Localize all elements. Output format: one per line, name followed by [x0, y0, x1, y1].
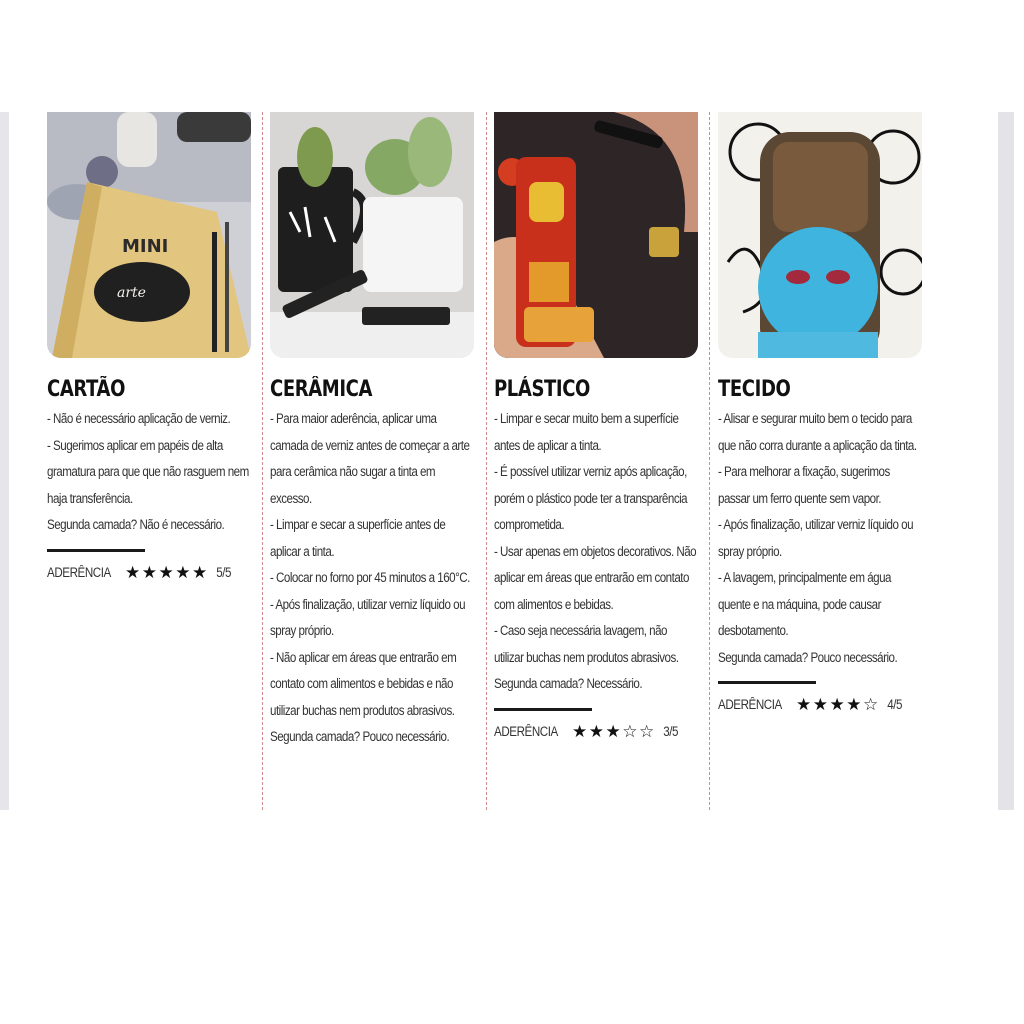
column-separator	[262, 112, 263, 810]
page-frame	[0, 112, 1024, 810]
column-title: CARTÃO	[47, 377, 126, 402]
star-filled-icon: ★	[572, 721, 587, 741]
column-body	[718, 406, 921, 671]
star-filled-icon: ★	[812, 695, 828, 714]
rating-score: 3/5	[662, 723, 678, 739]
star-empty-icon: ☆	[622, 721, 637, 741]
paragraph: - Após finalização, utilizar verniz líquido ou spray próprio.	[270, 596, 466, 638]
right-scrollbar[interactable]	[998, 112, 1014, 810]
column-title: CERÂMICA	[270, 377, 373, 402]
paragraph: - Sugerimos aplicar em papéis de alta gramatura para que que não rasguem nem haja transferência.	[47, 437, 249, 506]
paragraph: - Para melhorar a fixação, sugerimos passar um ferro quente sem vapor.	[718, 464, 890, 506]
paragraph: - Alisar e segurar muito bem o tecido para que não corra durante a aplicação da tinta.	[718, 411, 917, 453]
rating-score: 5/5	[215, 564, 231, 580]
column-cartao	[47, 112, 253, 581]
star-empty-icon: ☆	[639, 721, 654, 741]
column-title: TECIDO	[718, 377, 791, 402]
column-plastico	[494, 112, 700, 740]
rating-label: ADERÊNCIA	[494, 723, 558, 739]
adherence-rating	[718, 696, 924, 713]
column-tecido	[718, 112, 924, 713]
rating-label: ADERÊNCIA	[718, 697, 782, 712]
column-title: PLÁSTICO	[494, 377, 590, 402]
cartao-photo	[47, 112, 251, 358]
ceramica-photo	[270, 112, 474, 358]
star-rating	[796, 696, 878, 713]
star-filled-icon: ★	[175, 562, 190, 582]
star-filled-icon: ★	[796, 695, 811, 714]
star-filled-icon: ★	[605, 721, 621, 741]
plastico-photo	[494, 112, 698, 358]
rating-divider	[47, 549, 145, 552]
star-filled-icon: ★	[846, 695, 861, 714]
rating-divider	[494, 708, 592, 711]
left-margin-bar	[0, 112, 9, 810]
paragraph: Segunda camada? Pouco necessário.	[718, 649, 898, 665]
rating-divider	[718, 681, 816, 684]
paragraph: - Para maior aderência, aplicar uma camada de verniz antes de começar a arte para cerâmica não sugar a tinta em excesso.	[270, 411, 470, 506]
column-separator	[709, 112, 710, 810]
rating-label: ADERÊNCIA	[47, 564, 111, 580]
column-ceramica	[270, 112, 476, 751]
tecido-photo	[718, 112, 922, 358]
paragraph: Segunda camada? Não é necessário.	[47, 517, 225, 532]
paragraph: Segunda camada? Necessário.	[494, 676, 643, 691]
star-filled-icon: ★	[588, 721, 604, 741]
paragraph: - É possível utilizar verniz após aplicação, porém o plástico pode ter a transparência comprometida.	[494, 464, 688, 532]
star-rating	[125, 564, 207, 581]
paragraph: - Usar apenas em objetos decorativos. Não aplicar em áreas que entrarão em contato com alimentos e bebidas.	[494, 543, 697, 612]
paragraph: - Não aplicar em áreas que entrarão em contato com alimentos e bebidas e não utilizar buchas nem produtos abrasivos.	[270, 649, 457, 718]
paragraph: - Limpar e secar muito bem a superfície antes de aplicar a tinta.	[494, 411, 679, 453]
star-filled-icon: ★	[829, 695, 845, 714]
column-body	[494, 406, 697, 698]
paragraph: - A lavagem, principalmente em água quente e na máquina, pode causar desbotamento.	[718, 570, 891, 638]
svg-text:arte: arte	[117, 285, 146, 301]
paragraph: Segunda camada? Pouco necessário.	[270, 729, 450, 744]
star-rating	[572, 723, 654, 740]
paragraph: - Caso seja necessária lavagem, não utilizar buchas nem produtos abrasivos.	[494, 623, 679, 665]
adherence-rating	[47, 564, 253, 581]
paragraph: - Limpar e secar a superfície antes de aplicar a tinta.	[270, 517, 446, 559]
paragraph: - Colocar no forno por 45 minutos a 160°C.	[270, 570, 470, 585]
star-filled-icon: ★	[192, 562, 207, 582]
rating-score: 4/5	[886, 697, 902, 712]
svg-text:MINI: MINI	[122, 236, 169, 257]
column-body	[47, 406, 250, 539]
star-filled-icon: ★	[141, 562, 157, 582]
column-body	[270, 406, 473, 751]
column-separator	[486, 112, 487, 810]
star-empty-icon: ☆	[863, 695, 878, 714]
star-filled-icon: ★	[158, 562, 174, 582]
adherence-rating	[494, 723, 700, 740]
paragraph: - Após finalização, utilizar verniz líquido ou spray próprio.	[718, 517, 914, 559]
star-filled-icon: ★	[125, 562, 140, 582]
paragraph: - Não é necessário aplicação de verniz.	[47, 411, 231, 426]
